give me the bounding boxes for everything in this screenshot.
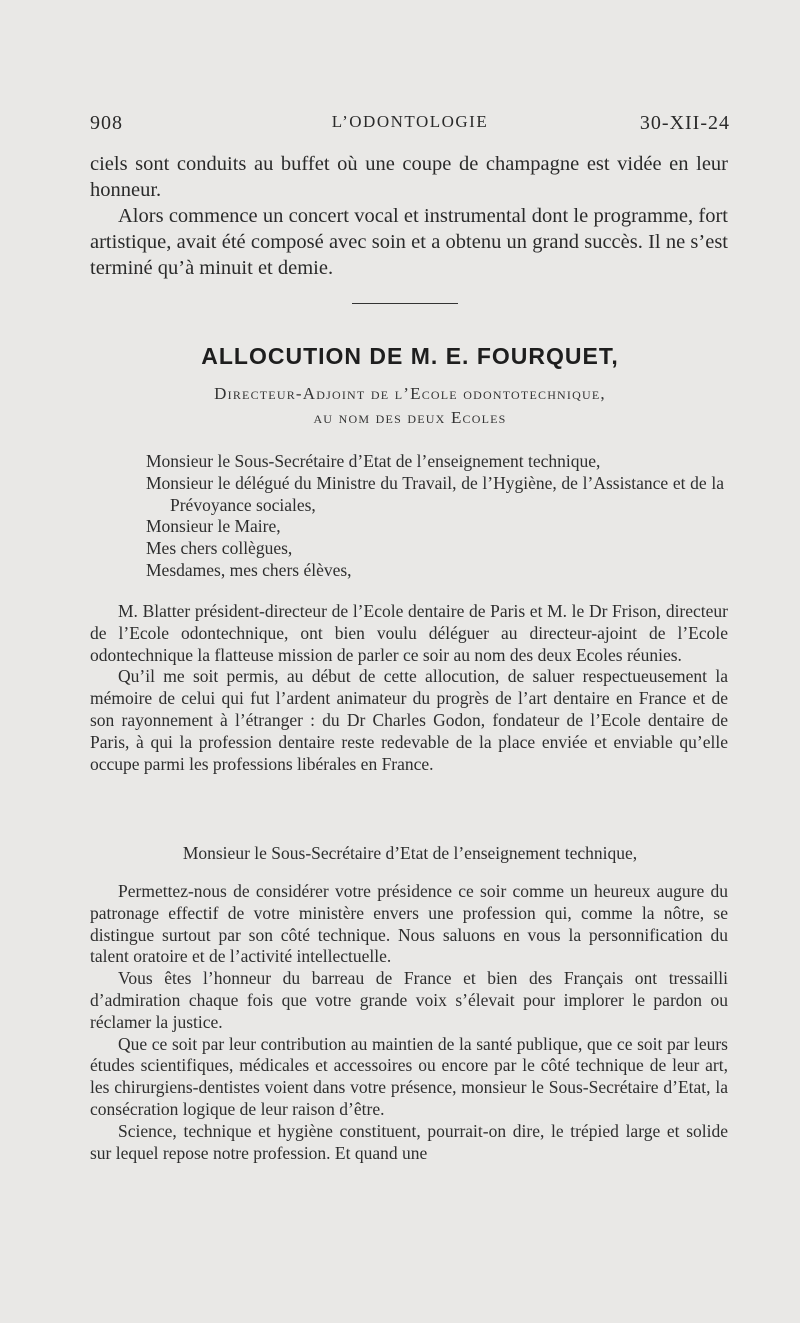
intro-paragraph: Alors commence un concert vocal et instrumental dont le programme, fort artistique, avait été composé avec soin et a obtenu un grand succès. Il ne s’est terminé qu’à minuit et demie. — [90, 205, 728, 279]
salutation-line: Monsieur le Sous-Secrétaire d’Etat de l’enseignement technique, — [146, 451, 601, 471]
body-section-1 — [90, 601, 728, 775]
body-paragraph: Vous êtes l’honneur du barreau de France et bien des Français ont tressailli d’admiration chaque fois que votre grande voix s’élevait pour implorer le pardon ou réclamer la justice. — [90, 968, 728, 1032]
article-title: ALLOCUTION DE M. E. FOURQUET, — [201, 343, 619, 369]
body-section-2 — [90, 881, 728, 1164]
body-paragraph: Qu’il me soit permis, au début de cette allocution, de saluer respectueusement la mémoire de celui qui fut l’ardent animateur du progrès de l’art dentaire en France et de son rayonnement à l’étranger : du Dr Charles Godon, fondateur de l’Ecole dentaire de Paris, à qui la profession dentaire reste redevable de la place enviée et enviable qu’elle occupe parmi les professions libérales en France. — [90, 666, 728, 774]
intro-text — [90, 151, 728, 281]
body-paragraph: M. Blatter président-directeur de l’Ecole dentaire de Paris et M. le Dr Frison, directeur de l’Ecole odontechnique, ont bien voulu déléguer au directeur-ajoint de l’Ecole odontechnique la flatteuse mission de parler ce soir au nom des deux Ecoles réunies. — [90, 601, 728, 665]
page-number: 908 — [90, 112, 123, 134]
article-subtitle-line2: au nom des deux Ecoles — [313, 408, 507, 427]
running-header — [90, 112, 730, 142]
salutation-line: Monsieur le délégué du Ministre du Travail, de l’Hygiène, de l’Assistance et de la Prévoyance sociales, — [146, 472, 724, 515]
salutations — [146, 451, 724, 582]
journal-title: L’ODONTOLOGIE — [331, 112, 489, 131]
article-subtitle-line1: Directeur-Adjoint de l’Ecole odontotechnique, — [214, 384, 606, 403]
body-paragraph: Permettez-nous de considérer votre présidence ce soir comme un heureux augure du patronage effectif de votre ministère envers une profession qui, comme la nôtre, se distingue surtout par son côté technique. Nous saluons en vous la personnification du talent oratoire et de l’activité intellectuelle. — [90, 881, 728, 967]
body-paragraph: Science, technique et hygiène constituent, pourrait-on dire, le trépied large et solide sur lequel repose notre profession. Et quand une — [90, 1120, 728, 1163]
salutation-line: Mesdames, mes chers élèves, — [146, 559, 352, 580]
address-line: Monsieur le Sous-Secrétaire d’Etat de l’enseignement technique, — [182, 843, 638, 863]
section-divider — [352, 303, 458, 304]
salutation-line: Monsieur le Maire, — [146, 516, 281, 537]
issue-date: 30-XII-24 — [639, 112, 730, 134]
intro-paragraph: ciels sont conduits au buffet où une coupe de champagne est vidée en leur honneur. — [90, 153, 728, 201]
body-paragraph: Que ce soit par leur contribution au maintien de la santé publique, que ce soit par leurs études scientifiques, médicales et accessoires ou encore par le côté technique de leur art, les chirurgiens-dentistes voient dans votre présence, monsieur le Sous-Secrétaire d’Etat, la consécration logique de leur raison d’être. — [90, 1033, 728, 1119]
salutation-line: Mes chers collègues, — [146, 538, 293, 559]
